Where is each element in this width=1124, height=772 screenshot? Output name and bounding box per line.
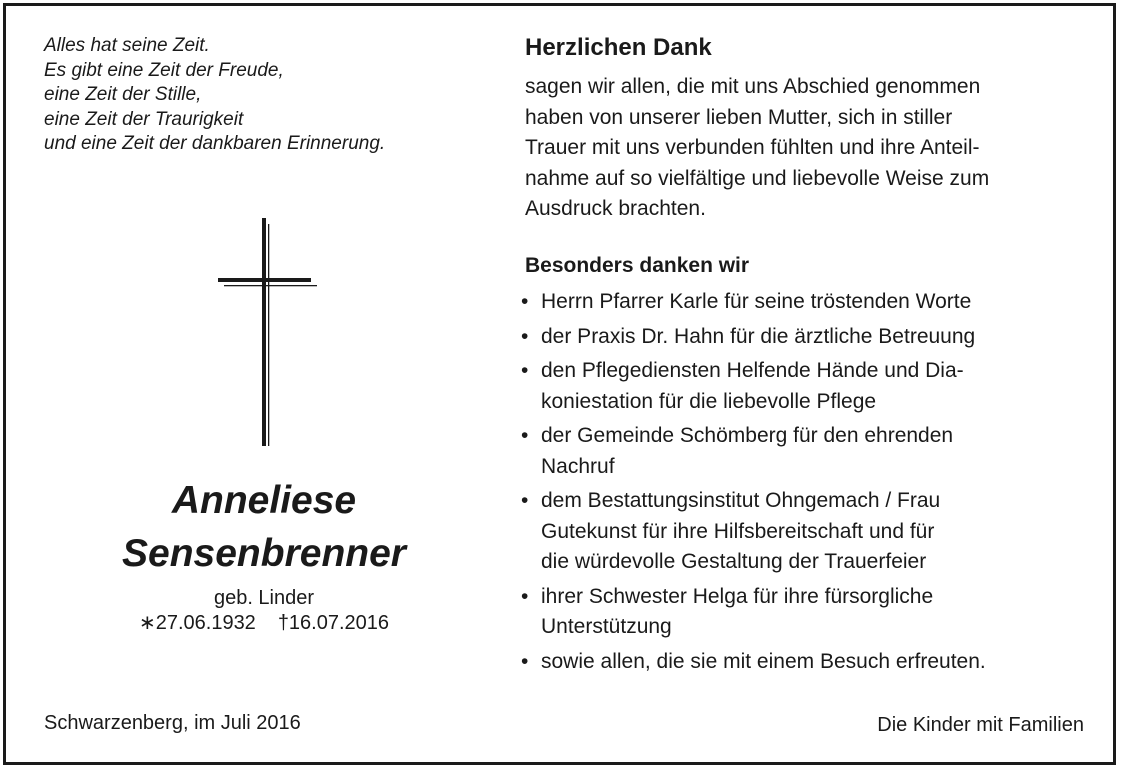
item-line: Herrn Pfarrer Karle für seine tröstenden Worte	[541, 290, 972, 313]
list-item	[521, 322, 1101, 353]
list-item	[521, 421, 1101, 482]
list-item	[521, 287, 1101, 318]
place-date: Schwarzenberg, im Juli 2016	[44, 712, 301, 734]
poem-line: eine Zeit der Traurigkeit	[44, 108, 244, 130]
maiden-name: geb. Linder	[213, 587, 315, 609]
bullet: •	[521, 584, 529, 608]
poem-line: eine Zeit der Stille,	[44, 84, 202, 105]
death-date: †16.07.2016	[277, 612, 390, 634]
thanks-title: Herzlichen Dank	[525, 34, 712, 61]
bullet: •	[521, 489, 529, 512]
intro-line: haben von unserer lieben Mutter, sich in stiller	[525, 105, 953, 129]
item-line: ihrer Schwester Helga für ihre fürsorgliche	[541, 584, 934, 608]
cross-icon	[215, 218, 325, 448]
item-line: die würdevolle Gestaltung der Trauerfeier	[541, 550, 927, 573]
intro-line: sagen wir allen, die mit uns Abschied genommen	[525, 75, 981, 98]
first-name: Anneliese	[171, 479, 357, 522]
last-name: Sensenbrenner	[122, 532, 406, 575]
item-line: Gutekunst für ihre Hilfsbereitschaft und für	[541, 519, 935, 543]
poem-line: Es gibt eine Zeit der Freude,	[44, 59, 284, 81]
poem-line: Alles hat seine Zeit.	[44, 35, 210, 56]
bullet: •	[521, 649, 529, 673]
list-item	[521, 647, 1101, 678]
bullet: •	[521, 324, 529, 348]
item-line: der Praxis Dr. Hahn für die ärztliche Betreuung	[541, 324, 976, 348]
life-dates	[64, 610, 464, 636]
bullet: •	[521, 359, 529, 382]
intro-line: Trauer mit uns verbunden fühlten und ihre Anteil-	[525, 136, 980, 159]
item-line: sowie allen, die sie mit einem Besuch erfreuten.	[541, 649, 986, 673]
item-line: der Gemeinde Schömberg für den ehrenden	[541, 424, 954, 447]
poem	[44, 34, 385, 157]
bullet: •	[521, 424, 529, 447]
thanks-list	[521, 287, 1101, 681]
item-line: den Pflegediensten Helfende Hände und Dia-	[541, 359, 964, 382]
list-item	[521, 356, 1101, 417]
item-line: Unterstützung	[541, 615, 672, 638]
deceased-name	[64, 474, 464, 580]
thanks-intro	[525, 72, 1095, 225]
item-line: Nachruf	[541, 454, 615, 478]
bullet: •	[521, 290, 529, 313]
poem-line: und eine Zeit der dankbaren Erinnerung.	[44, 133, 386, 154]
item-line: koniestation für die liebevolle Pflege	[541, 389, 877, 413]
list-item	[521, 486, 1101, 578]
intro-line: nahme auf so vielfältige und liebevolle Weise zum	[525, 166, 990, 190]
list-item	[521, 582, 1101, 643]
intro-line: Ausdruck brachten.	[525, 197, 706, 220]
birth-date: ∗27.06.1932	[138, 612, 256, 634]
item-line: dem Bestattungsinstitut Ohngemach / Frau	[541, 489, 941, 512]
thanks-subhead: Besonders danken wir	[525, 254, 750, 277]
signature: Die Kinder mit Familien	[877, 714, 1084, 736]
